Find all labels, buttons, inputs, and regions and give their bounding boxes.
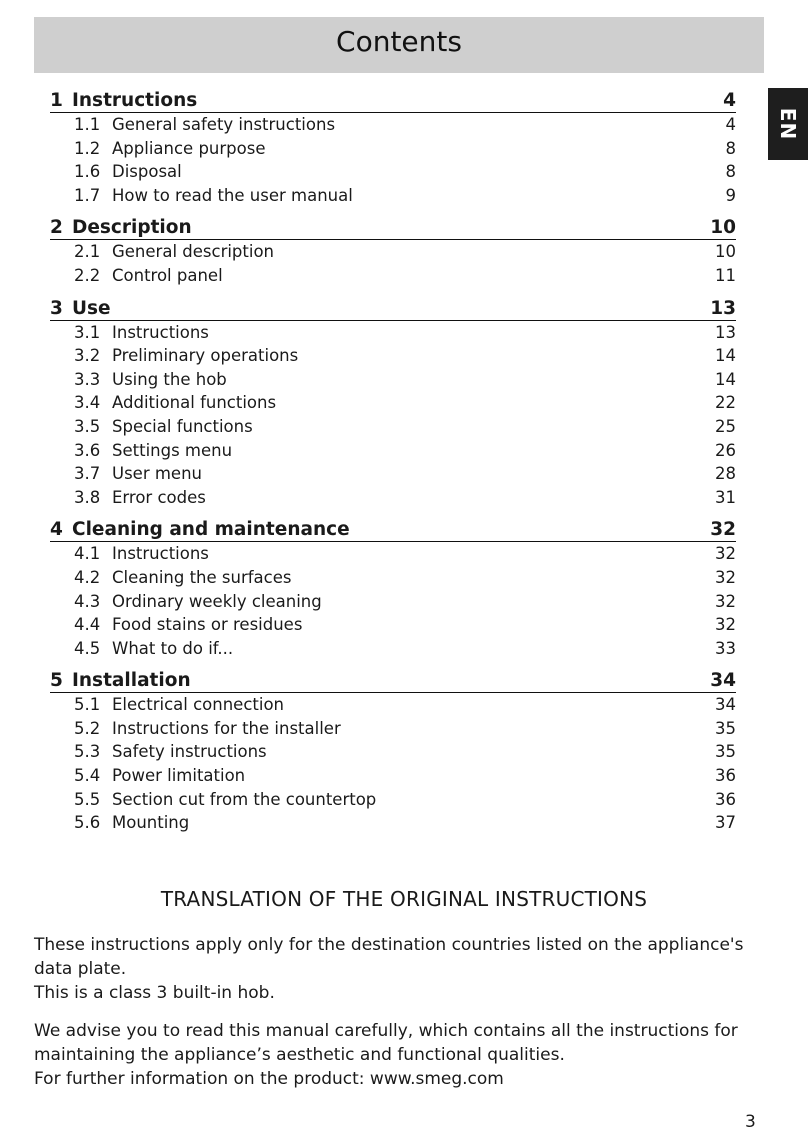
section-title: Section cut from the countertop bbox=[112, 789, 377, 809]
section-page-number: 31 bbox=[715, 487, 736, 507]
chapter-row[interactable] bbox=[50, 666, 736, 693]
chapter-title: Instructions bbox=[72, 90, 198, 111]
section-row[interactable] bbox=[50, 693, 736, 717]
section-title: General description bbox=[112, 242, 275, 262]
chapter-number: 3 bbox=[50, 297, 63, 319]
section-number: 4.1 bbox=[74, 544, 101, 564]
section-number: 3.7 bbox=[74, 464, 101, 484]
chapter-page-number: 13 bbox=[710, 297, 736, 319]
section-row[interactable] bbox=[50, 613, 736, 637]
section-page-number: 26 bbox=[715, 440, 736, 460]
section-number: 3.4 bbox=[74, 393, 101, 413]
section-number: 5.5 bbox=[74, 789, 101, 809]
section-row[interactable] bbox=[50, 391, 736, 415]
section-title: Error codes bbox=[112, 487, 206, 507]
section-page-number: 37 bbox=[715, 813, 736, 833]
section-title: Electrical connection bbox=[112, 695, 284, 715]
section-row[interactable] bbox=[50, 566, 736, 590]
chapter-title: Description bbox=[72, 217, 192, 239]
section-title: Safety instructions bbox=[112, 742, 267, 762]
section-title: Special functions bbox=[112, 416, 253, 436]
section-number: 3.6 bbox=[74, 440, 101, 460]
chapter-title: Use bbox=[72, 297, 111, 319]
chapter-row[interactable] bbox=[50, 294, 736, 321]
section-page-number: 32 bbox=[715, 615, 736, 635]
section-page-number: 32 bbox=[715, 544, 736, 564]
section-number: 4.3 bbox=[74, 591, 101, 611]
chapter-number: 1 bbox=[50, 90, 63, 111]
section-number: 1.6 bbox=[74, 162, 101, 182]
section-list bbox=[50, 321, 736, 510]
section-page-number: 8 bbox=[725, 138, 736, 158]
section-page-number: 9 bbox=[725, 185, 736, 205]
section-page-number: 35 bbox=[715, 718, 736, 738]
section-title: Ordinary weekly cleaning bbox=[112, 591, 322, 611]
section-row[interactable] bbox=[50, 542, 736, 566]
section-number: 3.5 bbox=[74, 416, 101, 436]
section-number: 1.7 bbox=[74, 185, 101, 205]
section-number: 3.2 bbox=[74, 346, 101, 366]
section-page-number: 8 bbox=[725, 162, 736, 182]
section-number: 1.1 bbox=[74, 115, 101, 134]
section-row[interactable] bbox=[50, 137, 736, 161]
section-list bbox=[50, 240, 736, 287]
section-number: 5.3 bbox=[74, 742, 101, 762]
section-row[interactable] bbox=[50, 811, 736, 835]
page-number: 3 bbox=[745, 1112, 756, 1132]
section-number: 3.8 bbox=[74, 487, 101, 507]
section-page-number: 11 bbox=[715, 265, 736, 285]
chapter-row[interactable] bbox=[50, 213, 736, 240]
section-page-number: 10 bbox=[715, 242, 736, 262]
section-title: Disposal bbox=[112, 162, 182, 182]
section-page-number: 14 bbox=[715, 369, 736, 389]
section-row[interactable] bbox=[50, 717, 736, 741]
section-title: Control panel bbox=[112, 265, 223, 285]
section-row[interactable] bbox=[50, 344, 736, 368]
section-title: Preliminary operations bbox=[112, 346, 299, 366]
section-page-number: 33 bbox=[715, 638, 736, 658]
section-page-number: 4 bbox=[725, 115, 736, 134]
section-number: 3.3 bbox=[74, 369, 101, 389]
section-title: Instructions bbox=[112, 322, 209, 342]
section-list bbox=[50, 113, 736, 207]
section-page-number: 36 bbox=[715, 766, 736, 786]
section-title: Food stains or residues bbox=[112, 615, 303, 635]
section-page-number: 14 bbox=[715, 346, 736, 366]
section-row[interactable] bbox=[50, 764, 736, 788]
section-row[interactable] bbox=[50, 462, 736, 486]
chapter-number: 2 bbox=[50, 217, 63, 239]
section-row[interactable] bbox=[50, 637, 736, 661]
chapter-number: 4 bbox=[50, 519, 63, 541]
section-list bbox=[50, 542, 736, 660]
section-page-number: 22 bbox=[715, 393, 736, 413]
section-title: Power limitation bbox=[112, 766, 246, 786]
chapter-row[interactable] bbox=[50, 86, 736, 113]
table-of-contents bbox=[50, 86, 736, 841]
chapter-title: Installation bbox=[72, 670, 191, 692]
section-row[interactable] bbox=[50, 184, 736, 208]
section-number: 5.2 bbox=[74, 718, 101, 738]
section-page-number: 34 bbox=[715, 695, 736, 715]
language-label: EN bbox=[776, 107, 800, 141]
section-title: Settings menu bbox=[112, 440, 233, 460]
section-title: Additional functions bbox=[112, 393, 277, 413]
section-title: Instructions for the installer bbox=[112, 718, 341, 738]
section-page-number: 36 bbox=[715, 789, 736, 809]
translation-heading: TRANSLATION OF THE ORIGINAL INSTRUCTIONS bbox=[160, 887, 648, 911]
page-title: Contents bbox=[336, 25, 462, 58]
chapter-page-number: 10 bbox=[710, 217, 736, 239]
section-row[interactable] bbox=[50, 113, 736, 137]
section-number: 4.2 bbox=[74, 567, 101, 587]
section-title: User menu bbox=[112, 464, 202, 484]
section-page-number: 25 bbox=[715, 416, 736, 436]
intro-paragraph: We advise you to read this manual carefully, which contains all the instructions for maintaining the appliance’s aesthetic and functional qualities. bbox=[34, 1021, 738, 1065]
chapter-title: Cleaning and maintenance bbox=[72, 519, 350, 541]
chapter-page-number: 4 bbox=[723, 90, 736, 111]
section-number: 2.1 bbox=[74, 242, 101, 262]
chapter-page-number: 34 bbox=[710, 670, 736, 692]
section-number: 1.2 bbox=[74, 138, 101, 158]
section-row[interactable] bbox=[50, 321, 736, 345]
intro-paragraph: This is a class 3 built-in hob. bbox=[34, 983, 275, 1003]
language-tab bbox=[768, 88, 808, 160]
section-row[interactable] bbox=[50, 439, 736, 463]
section-title: Instructions bbox=[112, 544, 209, 564]
section-number: 5.4 bbox=[74, 766, 101, 786]
chapter-number: 5 bbox=[50, 670, 63, 692]
section-page-number: 28 bbox=[715, 464, 736, 484]
section-row[interactable] bbox=[50, 240, 736, 264]
section-row[interactable] bbox=[50, 264, 736, 288]
section-page-number: 13 bbox=[715, 322, 736, 342]
intro-paragraph: These instructions apply only for the destination countries listed on the appliance's data plate. bbox=[34, 935, 744, 979]
section-row[interactable] bbox=[50, 368, 736, 392]
contents-header-band bbox=[34, 17, 764, 73]
section-title: Mounting bbox=[112, 813, 190, 833]
section-page-number: 32 bbox=[715, 567, 736, 587]
section-number: 3.1 bbox=[74, 322, 101, 342]
section-number: 4.4 bbox=[74, 615, 101, 635]
section-number: 2.2 bbox=[74, 265, 101, 285]
section-number: 4.5 bbox=[74, 638, 101, 658]
section-row[interactable] bbox=[50, 415, 736, 439]
section-title: What to do if... bbox=[112, 638, 234, 658]
section-row[interactable] bbox=[50, 160, 736, 184]
section-row[interactable] bbox=[50, 740, 736, 764]
section-title: Using the hob bbox=[112, 369, 227, 389]
section-row[interactable] bbox=[50, 486, 736, 510]
intro-text bbox=[34, 933, 764, 1091]
section-row[interactable] bbox=[50, 590, 736, 614]
section-list bbox=[50, 693, 736, 835]
section-row[interactable] bbox=[50, 788, 736, 812]
chapter-row[interactable] bbox=[50, 515, 736, 542]
intro-paragraph: For further information on the product: www.smeg.com bbox=[34, 1069, 504, 1089]
section-title: How to read the user manual bbox=[112, 185, 353, 205]
section-number: 5.1 bbox=[74, 695, 101, 715]
section-number: 5.6 bbox=[74, 813, 101, 833]
section-page-number: 35 bbox=[715, 742, 736, 762]
section-page-number: 32 bbox=[715, 591, 736, 611]
section-title: Appliance purpose bbox=[112, 138, 266, 158]
section-title: General safety instructions bbox=[112, 115, 336, 134]
chapter-page-number: 32 bbox=[710, 519, 736, 541]
section-title: Cleaning the surfaces bbox=[112, 567, 292, 587]
